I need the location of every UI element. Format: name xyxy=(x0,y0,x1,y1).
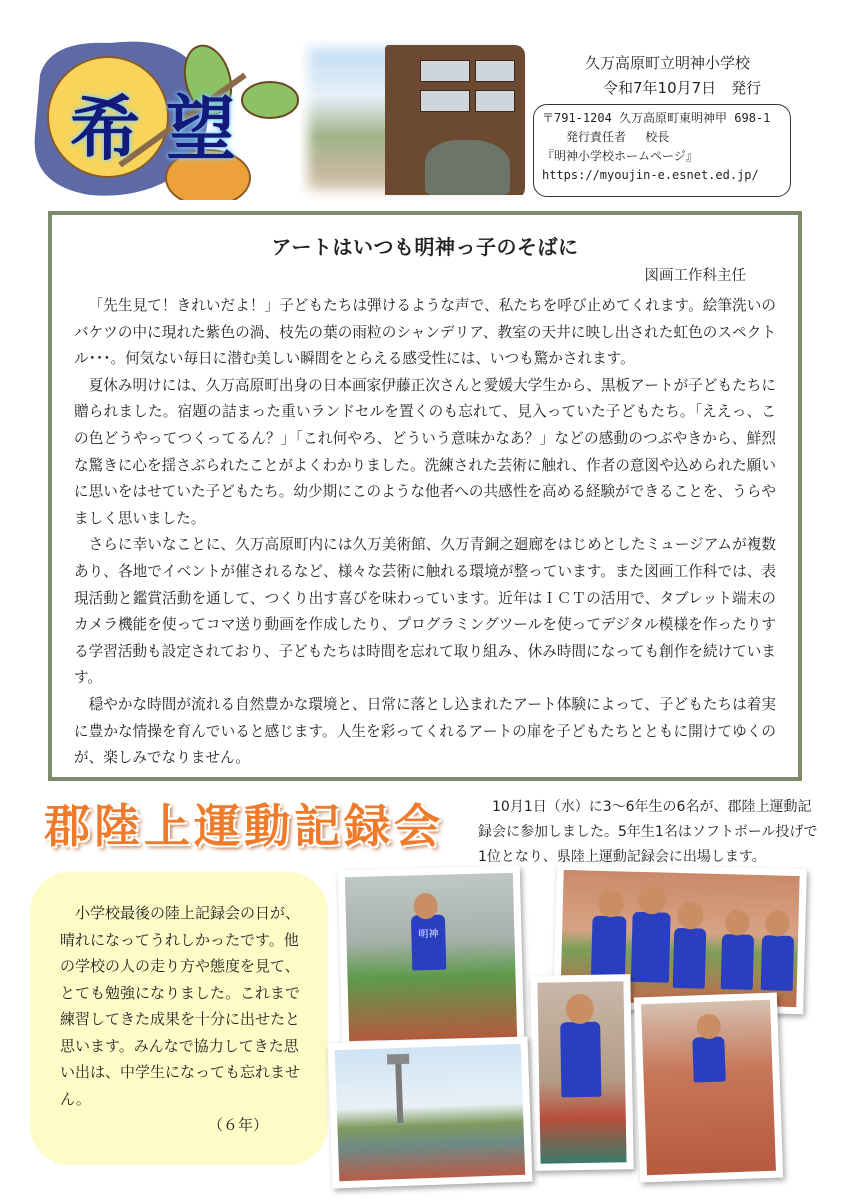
event-description: 10月1日（水）に3～6年生の6名が、郡陸上運動記録会に参加しました。5年生1名はソフトボール投げで1位となり、県陸上運動記録会に出場します。 xyxy=(478,799,818,865)
student-comment-box xyxy=(30,872,328,1165)
long-jump-photo xyxy=(634,993,783,1183)
student-standing-photo xyxy=(530,974,633,1171)
school-building-photo xyxy=(300,40,525,200)
event-title: 郡陸上運動記録会 xyxy=(44,799,444,853)
article-paragraph: 「先生見て！きれいだよ！」子どもたちは弾けるような声で、私たちを呼び止めてくれます。絵筆洗いのバケツの中に現れた紫色の渦、枝先の葉の雨粒のシャンデリア、教室の天井に映し出された虹色のスペクトル･･･。何気ない毎日に潜む美しい瞬間をとらえる感受性には、いつも驚かされます。 xyxy=(74,297,776,368)
homepage-url[interactable]: https://myoujin-e.esnet.ed.jp/ xyxy=(542,168,759,182)
address: 〒791-1204 久万高原町東明神甲 698-1 xyxy=(542,111,771,125)
article-box xyxy=(48,211,802,781)
newsletter-logo xyxy=(30,35,305,200)
stadium-photo xyxy=(328,1037,533,1189)
article-title: アートはいつも明神っ子のそばに xyxy=(271,235,579,259)
article-paragraph: 穏やかな時間が流れる自然豊かな環境と、日常に落とし込まれたアート体験によって、子どもたちは着実に豊かな情操を育んでいると感じます。人生を彩ってくれるアートの扉を子どもたちとともに開けてゆくのが、楽しみでなりません。 xyxy=(74,695,776,767)
comment-grade: （６年） xyxy=(207,1116,268,1134)
homepage-label: 『明神小学校ホームページ』 xyxy=(542,149,698,163)
article-author: 図画工作科主任 xyxy=(644,268,746,284)
article-paragraph: さらに幸いなことに、久万高原町内には久万美術館、久万青銅之廻廊をはじめとしたミュージアムが複数あり、各地でイベントが催されるなど、様々な芸術に触れる環境が整っています。また図画工作科では、表現活動と鑑賞活動を通して、つくり出す喜びを味わっています。近年はＩＣＴの活用で、タブレット端末のカメラ機能を使ってコマ送り動画を作成したり、プログラミングツールを使ってデジタル模様を作ったりする学習活動も設定されており、子どもたちは時間を忘れて取り組み、休み時間になっても創作を続けています。 xyxy=(74,536,776,687)
school-name: 久万高原町立明神小学校 xyxy=(585,54,751,72)
issue-date: 令和7年10月7日 発行 xyxy=(603,79,762,97)
student-comment: 小学校最後の陸上記録会の日が、晴れになってうれしかったです。他の学校の人の走り方や態度を見て、とても勉強になりました。これまで練習してきた成果を十分に出せたと思います。みんなで協力してきた思い出は、中学生になっても忘れません。 xyxy=(60,904,301,1108)
publisher: 発行責任者 校長 xyxy=(566,130,670,144)
address-box xyxy=(533,104,791,197)
logo-text: 希望 xyxy=(70,88,262,170)
article-paragraph: 夏休み明けには、久万高原町出身の日本画家伊藤正次さんと愛媛大学生から、黒板アートが子どもたちに贈られました。宿題の詰まった重いランドセルを置くのも忘れて、見入っていた子どもたち。「ええっ、この色どうやってつくってるん？」「これ何やろ、どういう意味かなあ？」などの感動のつぶやきから、鮮烈な驚きに心を揺さぶられたことがよくわかりました。洗練された芸術に触れ、作者の意図や込められた願いに思いをはせていた子どもたち。幼少期にこのような他者への共感性を高める経験ができることを、うらやましく思いました。 xyxy=(74,376,776,527)
runner-photo xyxy=(338,866,525,1049)
uniform-text: 明神 xyxy=(418,928,439,941)
